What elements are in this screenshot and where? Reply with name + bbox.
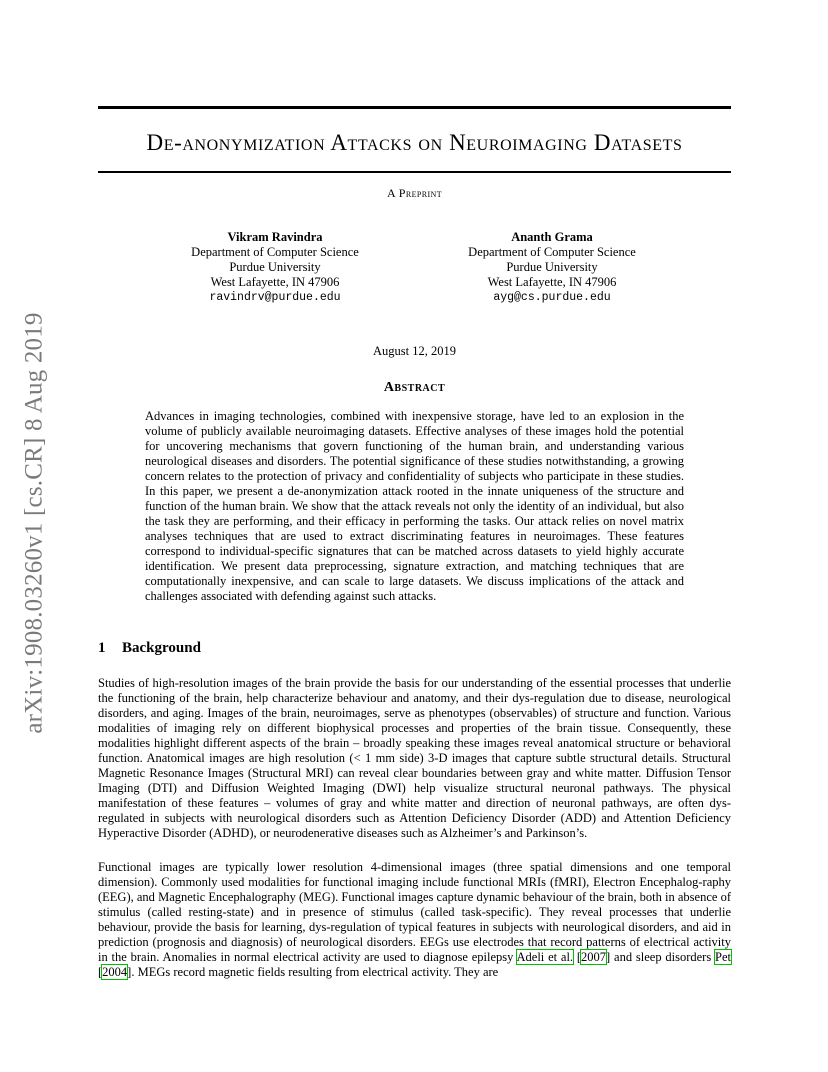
title-rule-top: [98, 106, 731, 109]
preprint-label: A Preprint: [386, 186, 442, 200]
paragraph-text: and sleep disorders: [610, 950, 716, 964]
abstract-heading: Abstract: [383, 380, 446, 395]
author-block-1: [155, 230, 395, 305]
author-email: ravindrv@purdue.edu: [209, 291, 341, 304]
author-university: Purdue University: [229, 260, 321, 274]
author-department: Department of Computer Science: [191, 245, 359, 259]
author-email: ayg@cs.purdue.edu: [493, 291, 611, 304]
author-location: West Lafayette, IN 47906: [487, 275, 617, 289]
author-department: Department of Computer Science: [468, 245, 636, 259]
citation-year-link[interactable]: 2004: [102, 965, 128, 979]
paper-date: August 12, 2019: [373, 344, 456, 358]
body-paragraph-2: Functional images are typically lower resolution 4-dimensional images (three spatial dimensions and one temporal dimension). Commonly used modalities for functional imaging include functional MRIs (fMRI), Electron Encephalog-raphy (EEG), and Magnetic Encephalography (MEG). Functional images capture dynamic behaviour of the brain, both in absence of stimulus (called resting-state) and in presence of stimulus (called task-specific). They reveal processes that underlie behaviour, provide the basis for learning, dys-regulation of typical features in subjects with neurological disorders, and aid in prediction (prognosis and diagnosis) of neurological disorders. EEGs use electrodes that record patterns of electrical activity in the brain. Anomalies in normal electrical activity are used to diagnose epilepsy Adeli et al. [2007] and sleep disorders Pet [2004]. MEGs record magnetic fields resulting from electrical activity. They are: [98, 860, 731, 979]
author-location: West Lafayette, IN 47906: [210, 275, 340, 289]
author-name: Vikram Ravindra: [227, 230, 323, 244]
section-number: 1: [98, 640, 106, 656]
paper-title: De-anonymization Attacks on Neuroimaging Datasets: [146, 130, 683, 155]
citation-link-adeli[interactable]: Adeli et al.: [516, 950, 574, 964]
abstract-text: Advances in imaging technologies, combined with inexpensive storage, have led to an explosion in the volume of publicly available neuroimaging datasets. Effective analyses of these images hold the potential for uncovering mechanisms that govern functioning of the human brain, and understanding various neurological diseases and disorders. The potential significance of these studies notwithstanding, a growing concern relates to the protection of privacy and confidentiality of subjects who participate in these studies. In this paper, we present a de-anonymization attack rooted in the innate uniqueness of the structure and function of the human brain. We show that the attack reveals not only the identity of an individual, but also the task they are performing, and their efficacy in performing the tasks. Our attack relies on novel matrix analyses techniques that are used to extract discriminating features in neuroimages. These features correspond to individual-specific signatures that can be matched across datasets to yield highly accurate identification. We present data preprocessing, signature extraction, and matching techniques that are computationally inexpensive, and can scale to large datasets. We discuss implications of the attack and challenges associated with defending against such attacks.: [145, 409, 684, 603]
author-university: Purdue University: [506, 260, 598, 274]
citation-link-pet[interactable]: Pet: [715, 950, 731, 964]
section-heading: [98, 640, 201, 657]
author-block-2: [432, 230, 672, 305]
author-name: Ananth Grama: [511, 230, 593, 244]
arxiv-sidebar: [20, 288, 50, 758]
body-paragraph-1: Studies of high-resolution images of the brain provide the basis for our understanding of the essential processes that underlie the functioning of the brain, help characterize behaviour and anatomy, and their dys-regulation due to disease, neurological disorders, and aging. Images of the brain, neuroimages, serve as phenotypes (observables) of structure and function. Various modalities of imaging rely on different biophysical processes and properties of the brain tissue. Consequently, these modalities highlight different aspects of the brain – broadly speaking these images reveal anatomical structure or behavioral function. Anatomical images are high resolution (< 1 mm side) 3-D images that capture subtle structural details. Structural Magnetic Resonance Images (Structural MRI) can reveal clear boundaries between gray and white matter. Diffusion Tensor Imaging (DTI) and Diffusion Weighted Imaging (DWI) help visualize structural neuronal pathways. The physical manifestation of these features – volumes of gray and white matter and direction of neuronal pathways, are often dys-regulated in subjects with neurological disorders such as Attention Deficiency Disorder (ADD) and Attention Deficiency Hyperactive Disorder (ADHD), or neurodenerative diseases such as Alzheimer’s and Parkinson’s.: [98, 676, 731, 840]
arxiv-identifier: arXiv:1908.03260v1 [cs.CR] 8 Aug 2019: [21, 312, 48, 734]
title-rule-bottom: [98, 171, 731, 173]
paragraph-text: . MEGs record magnetic fields resulting from electrical activity. They are: [131, 965, 499, 979]
paragraph-text: Functional images are typically lower resolution 4-dimensional images (three spatial dimensions and one temporal dimension). Commonly used modalities for functional imaging include functional MRIs (fMRI), Electron Encephalog-raphy (EEG), and Magnetic Encephalography (MEG). Functional images capture dynamic behaviour of the brain, both in absence of stimulus (called resting-state) and in presence of stimulus (called task-specific). They reveal processes that underlie behaviour, provide the basis for learning, dys-regulation of typical features in subjects with neurological disorders, and aid in prediction (prognosis and diagnosis) of neurological disorders. EEGs use electrodes that record patterns of electrical activity in the brain. Anomalies in normal electrical activity are used to diagnose epilepsy: [98, 860, 731, 964]
section-title: Background: [122, 640, 201, 656]
citation-year-link[interactable]: 2007: [581, 950, 607, 964]
